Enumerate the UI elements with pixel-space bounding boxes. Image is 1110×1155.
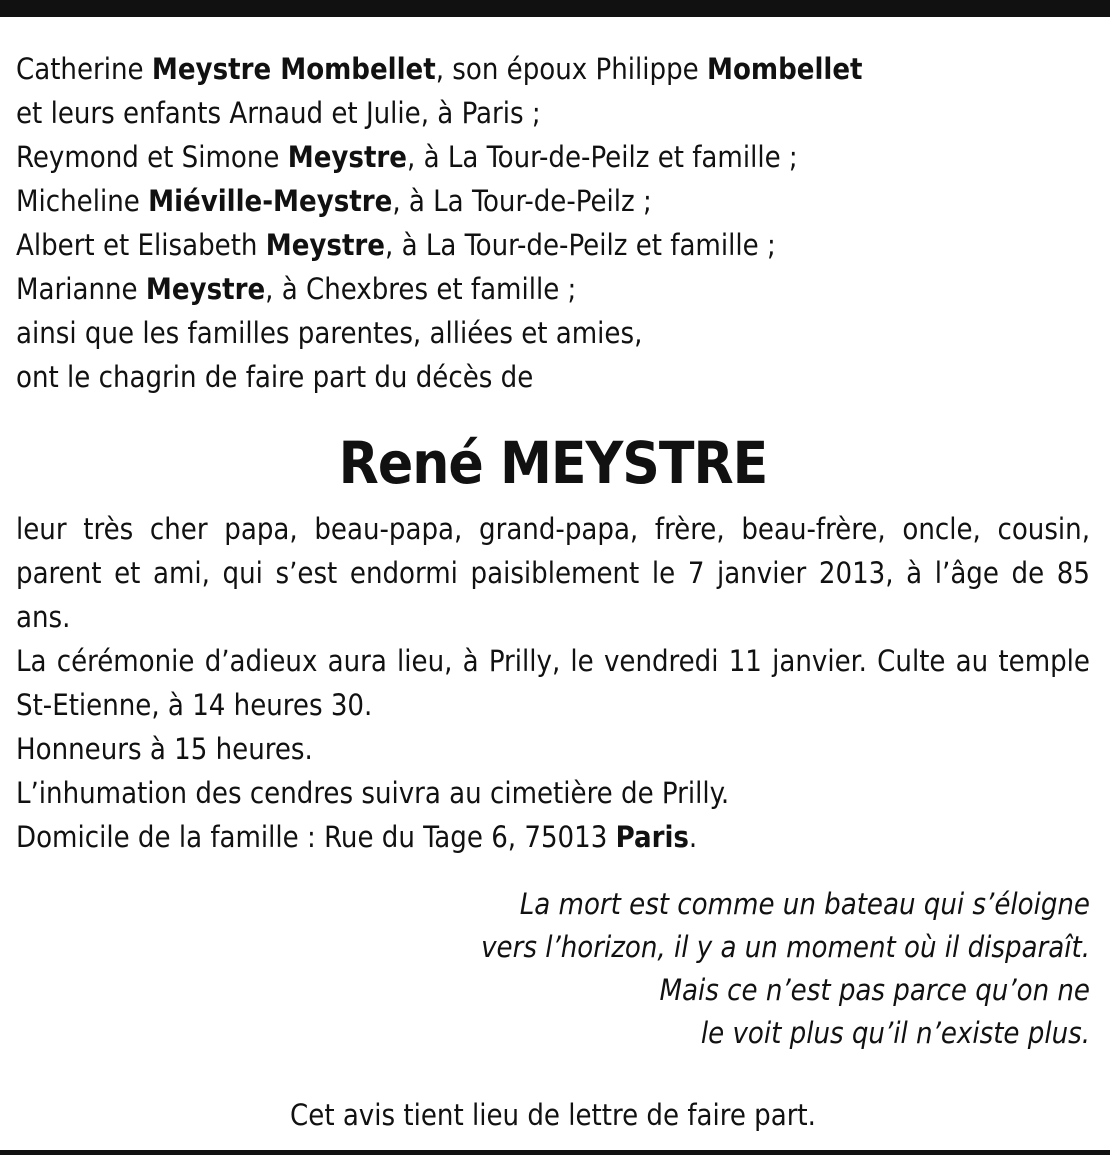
body-paragraph-ceremony: La cérémonie d’adieux aura lieu, à Prilly, le vendredi 11 janvier. Culte au temple St-Etienne, à 14 heures 30. <box>16 644 1090 722</box>
poem-quote <box>16 883 1090 1055</box>
address-city: Paris <box>615 820 689 854</box>
notice-body <box>16 507 1090 859</box>
family-line-4 <box>16 179 1090 223</box>
family-text: , à La Tour-de-Peilz et famille ; <box>385 228 776 262</box>
family-text: , à La Tour-de-Peilz et famille ; <box>407 140 798 174</box>
family-surname: Meystre <box>265 228 386 262</box>
family-line-3 <box>16 135 1090 179</box>
family-text: , à Chexbres et famille ; <box>265 272 577 306</box>
family-line-7 <box>16 311 1090 355</box>
body-paragraph-address <box>16 815 1090 859</box>
top-rule <box>0 0 1110 17</box>
obituary-notice <box>16 47 1090 1137</box>
family-line-8 <box>16 355 1090 399</box>
poem-line: Mais ce n’est pas parce qu’on ne <box>659 973 1090 1007</box>
body-paragraph-tribute: leur très cher papa, beau-papa, grand-papa, frère, beau-frère, oncle, cousin, parent et ami, qui s’est endormi paisiblement le 7 janvier 2013, à l’âge de 85 ans. <box>16 512 1090 634</box>
footer-note: Cet avis tient lieu de lettre de faire part. <box>290 1098 816 1132</box>
body-paragraph-burial: L’inhumation des cendres suivra au cimetière de Prilly. <box>16 776 730 810</box>
family-line-1 <box>16 47 1090 91</box>
family-text: Micheline <box>16 184 149 218</box>
family-line-2 <box>16 91 1090 135</box>
poem-line: vers l’horizon, il y a un moment où il disparaît. <box>481 930 1090 964</box>
family-text: Reymond et Simone <box>16 140 288 174</box>
poem-line: La mort est comme un bateau qui s’éloigne <box>519 887 1090 921</box>
address-text: Domicile de la famille : Rue du Tage 6, 75013 <box>16 820 616 854</box>
family-text: ainsi que les familles parentes, alliées et amies, <box>16 316 643 350</box>
family-line-5 <box>16 223 1090 267</box>
family-text: Albert et Elisabeth <box>16 228 266 262</box>
family-list <box>16 47 1090 399</box>
family-text: , son époux Philippe <box>435 52 708 86</box>
family-surname: Miéville-Meystre <box>148 184 393 218</box>
family-text: Catherine <box>16 52 152 86</box>
family-text: et leurs enfants Arnaud et Julie, à Paris ; <box>16 96 541 130</box>
family-text: Marianne <box>16 272 146 306</box>
bottom-rule <box>0 1150 1110 1155</box>
family-surname: Meystre <box>287 140 407 174</box>
poem-line: le voit plus qu’il n’existe plus. <box>700 1016 1090 1050</box>
address-text: . <box>688 820 698 854</box>
family-surname: Meystre Mombellet <box>151 52 436 86</box>
family-text: , à La Tour-de-Peilz ; <box>392 184 652 218</box>
family-text: ont le chagrin de faire part du décès de <box>16 360 534 394</box>
family-line-6 <box>16 267 1090 311</box>
body-paragraph-honours: Honneurs à 15 heures. <box>16 732 313 766</box>
deceased-name: René MEYSTRE <box>338 429 768 497</box>
family-surname: Meystre <box>145 272 266 306</box>
family-surname: Mombellet <box>707 52 863 86</box>
